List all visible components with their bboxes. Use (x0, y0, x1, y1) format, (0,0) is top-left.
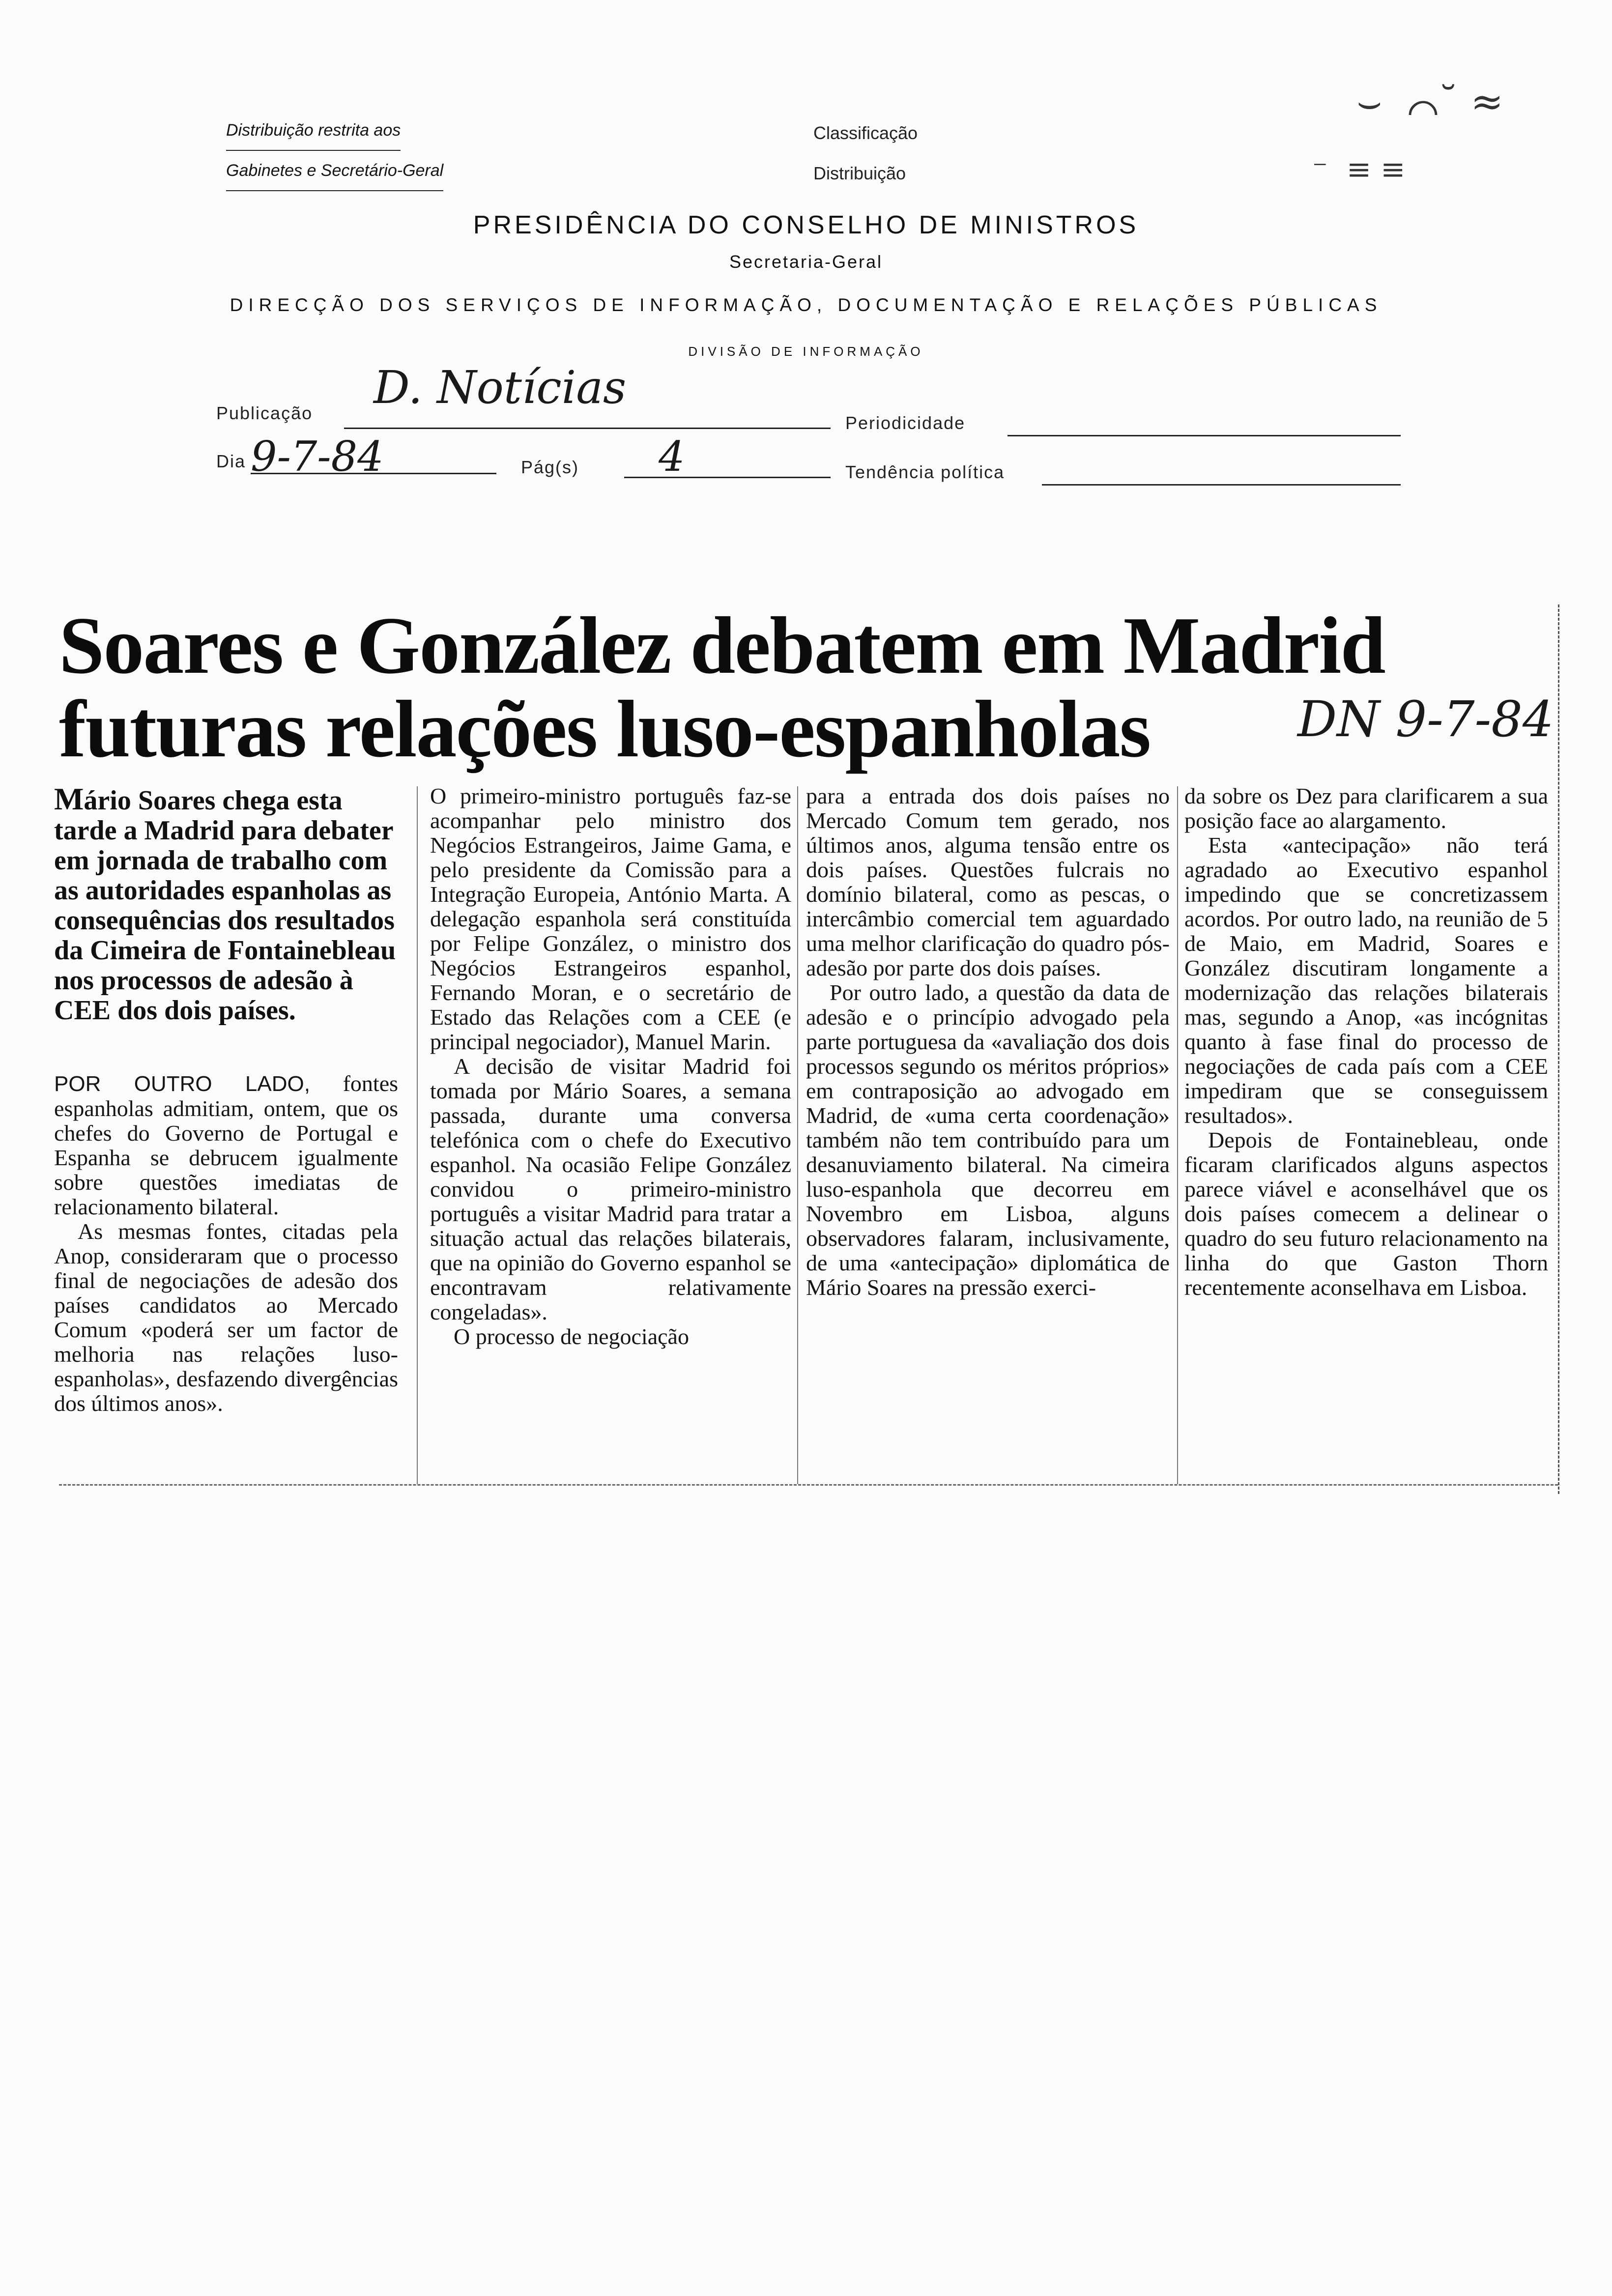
distribution-note (226, 111, 443, 191)
column-2-paragraph: O processo de negociação (454, 1324, 689, 1349)
political-tendency-underline (1042, 484, 1401, 486)
periodicity-label: Periodicidade (845, 413, 966, 433)
article-column-4 (1184, 784, 1548, 1300)
column-divider (417, 786, 418, 1484)
pages-label: Pág(s) (521, 457, 579, 477)
margin-scribble-mark: ⌣ ⌒˘ ≈ (1356, 79, 1504, 124)
pages-value: 4 (659, 432, 685, 481)
headline-line-1: Soares e González debatem em Madrid (59, 600, 1385, 690)
headline-line-2: futuras relações luso-espanholas (59, 684, 1151, 774)
distribution-line-1: Distribuição restrita aos (226, 111, 401, 151)
office-division: DIVISÃO DE INFORMAÇÃO (688, 344, 924, 359)
column-2-paragraph: A decisão de visitar Madrid foi tomada por Mário Soares, a semana passada, durante uma conversa telefónica com o chefe do Executivo espanhol. Na ocasião Felipe González convidou o primeiro-ministro português a visitar Madrid para tratar a situação actual das relações bilaterais, que na opinião do Governo espanhol se encontravam relativamente congeladas». (430, 1054, 791, 1324)
political-tendency-label: Tendência política (845, 462, 1005, 482)
day-underline (251, 473, 496, 474)
day-value: 9-7-84 (251, 432, 384, 481)
column-3-paragraph: Por outro lado, a questão da data de adesão e o princípio advogado pela parte portuguesa da «avaliação dos dois processos segundo os méritos próprios» em contraposição ao advogado em Madrid, de «uma certa coordenação» também não tem contribuído para um desanuviamento bilateral. Na cimeira luso-espanhola que decorreu em Novembro em Lisboa, alguns observadores falaram, inclusivamente, de uma «antecipação» diplomática de Mário Soares na pressão exerci- (806, 980, 1170, 1300)
office-title: PRESIDÊNCIA DO CONSELHO DE MINISTROS (473, 211, 1139, 239)
periodicity-underline (1008, 435, 1401, 436)
paragraph-text: fontes espanholas admitiam, ontem, que os chefes do Governo de Portugal e Espanha se debrucem igualmente sobre questões imediatas de relacionamento bilateral. (54, 1071, 399, 1219)
publication-label: Publicação (216, 403, 313, 423)
pages-underline (624, 477, 831, 478)
article-column-3 (806, 784, 1170, 1300)
clipping-bottom-edge (59, 1484, 1558, 1486)
day-label: Dia (216, 451, 246, 471)
article-column-1 (54, 1071, 398, 1416)
column-divider (1177, 786, 1178, 1484)
office-subtitle: Secretaria-Geral (729, 252, 883, 272)
column-4-paragraph: Esta «antecipação» não terá agradado ao Executivo espanhol impedindo que se concretizassem acordos. Por outro lado, na reunião de 5 de Maio, em Madrid, Soares e González discutiram longamente a modernização das relações bilaterais mas, segundo a Anop, «as incógnitas quanto à fase final do processo de negociações de cada país com a CEE impediram que se conseguissem resultados». (1184, 832, 1548, 1128)
column-1-paragraph (54, 1071, 398, 1219)
column-1-paragraph: As mesmas fontes, citadas pela Anop, consideraram que o processo final de negociações de adesão dos países candidatos ao Mercado Comum «poderá ser um factor de melhoria nas relações luso-espanholas», desfazendo divergências dos últimos anos». (54, 1219, 398, 1416)
paragraph-lead-caps: POR OUTRO LADO, (54, 1072, 310, 1096)
distribution-label: Distribuição (813, 163, 906, 183)
office-direction: DIRECÇÃO DOS SERVIÇOS DE INFORMAÇÃO, DOCUMENTAÇÃO E RELAÇÕES PÚBLICAS (230, 295, 1382, 315)
publication-underline (344, 428, 831, 429)
column-4-paragraph: da sobre os Dez para clarificarem a sua posição face ao alargamento. (1184, 783, 1548, 833)
publication-value: D. Notícias (374, 361, 627, 414)
classification-block (813, 113, 918, 194)
article-column-2 (430, 784, 791, 1349)
column-3-paragraph: para a entrada dos dois países no Mercado Comum tem gerado, nos últimos anos, alguma tensão entre os dois países. Questões fulcrais no domínio bilateral, como as pescas, o intercâmbio comercial tem aguardado uma melhor clarificação do quadro pós-adesão por parte dos dois países. (806, 783, 1170, 980)
column-4-paragraph: Depois de Fontainebleau, onde ficaram clarificados alguns aspectos parece viável e aconselhável que os dois países comecem a delinear o quadro do seu futuro relacionamento na linha do que Gaston Thorn recentemente aconselhava em Lisboa. (1184, 1127, 1548, 1300)
article-lead: Mário Soares chega esta tarde a Madrid para debater em jornada de trabalho com as autoridades espanholas as consequências dos resultados da Cimeira de Fontainebleau nos processos de adesão à CEE dos dois países. (54, 781, 396, 1026)
handwritten-date-note: DN 9-7-84 (1297, 690, 1554, 748)
classification-label: Classificação (813, 123, 918, 143)
distribution-line-2: Gabinetes e Secretário-Geral (226, 151, 443, 191)
column-2-paragraph: O primeiro-ministro português faz-se acompanhar pelo ministro dos Negócios Estrangeiros, Jaime Gama, e pelo presidente da Comissão para a Integração Europeia, António Marta. A delegação espanhola será constituída por Felipe González, o ministro dos Negócios Estrangeiros espanhol, Fernando Moran, e o secretário de Estado das Relações com a CEE (e principal negociador), Manuel Marin. (430, 783, 791, 1054)
margin-scribble-mark: ⁻ ≡ ≡ (1312, 152, 1406, 187)
column-divider (797, 786, 798, 1484)
